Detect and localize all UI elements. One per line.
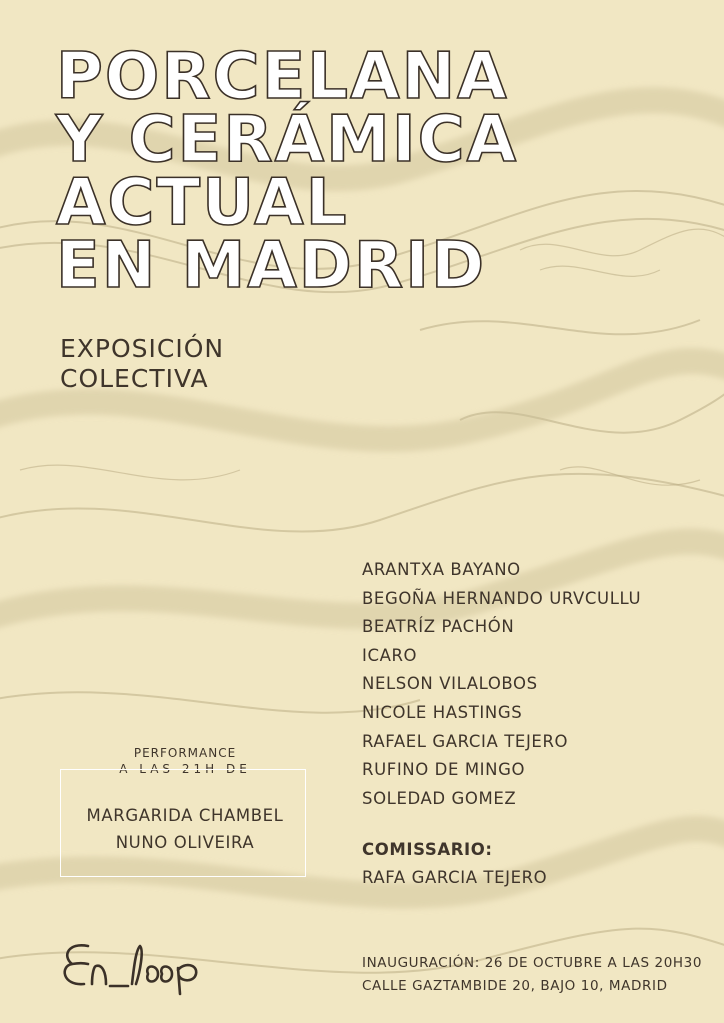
artist-item: BEATRÍZ PACHÓN: [362, 617, 515, 637]
curator-label: COMISSARIO:: [362, 840, 493, 859]
artist-item: RAFAEL GARCIA TEJERO: [362, 731, 569, 751]
performer-name: NUNO OLIVEIRA: [115, 833, 255, 852]
title-line-4: EN MADRID: [56, 229, 487, 303]
curator-name: RAFA GARCIA TEJERO: [362, 868, 548, 887]
performer-name: MARGARIDA CHAMBEL: [86, 806, 284, 825]
address-text: CALLE GAZTAMBIDE 20, BAJO 10, MADRID: [362, 978, 668, 994]
performance-names: [60, 802, 310, 856]
artist-item: ICARO: [362, 645, 418, 665]
artist-item: RUFINO DE MINGO: [362, 760, 526, 780]
exhibition-title: [56, 40, 696, 303]
title-line-3: ACTUAL: [56, 166, 349, 240]
en-loop-logo: [58, 936, 208, 998]
subtitle-line-1: EXPOSICIÓN: [60, 334, 225, 363]
artist-item: BEGOÑA HERNANDO URVCULLU: [362, 588, 642, 608]
performance-time: A LAS 21H DE: [119, 762, 251, 776]
title-line-1: PORCELANA: [56, 40, 509, 114]
curator-block: [362, 836, 547, 892]
artist-item: NELSON VILALOBOS: [362, 674, 538, 694]
event-info: [362, 952, 702, 998]
performance-label: PERFORMANCE: [133, 746, 237, 760]
artist-list: [362, 556, 712, 813]
artist-item: SOLEDAD GOMEZ: [362, 788, 517, 808]
artist-item: ARANTXA BAYANO: [362, 560, 521, 579]
inauguration-text: INAUGURACIÓN: 26 DE OCTUBRE A LAS 20H30: [362, 955, 703, 971]
exhibition-subtitle: [60, 334, 224, 394]
title-line-2: Y CERÁMICA: [56, 103, 519, 177]
artist-item: NICOLE HASTINGS: [362, 702, 523, 722]
subtitle-line-2: COLECTIVA: [60, 364, 209, 393]
